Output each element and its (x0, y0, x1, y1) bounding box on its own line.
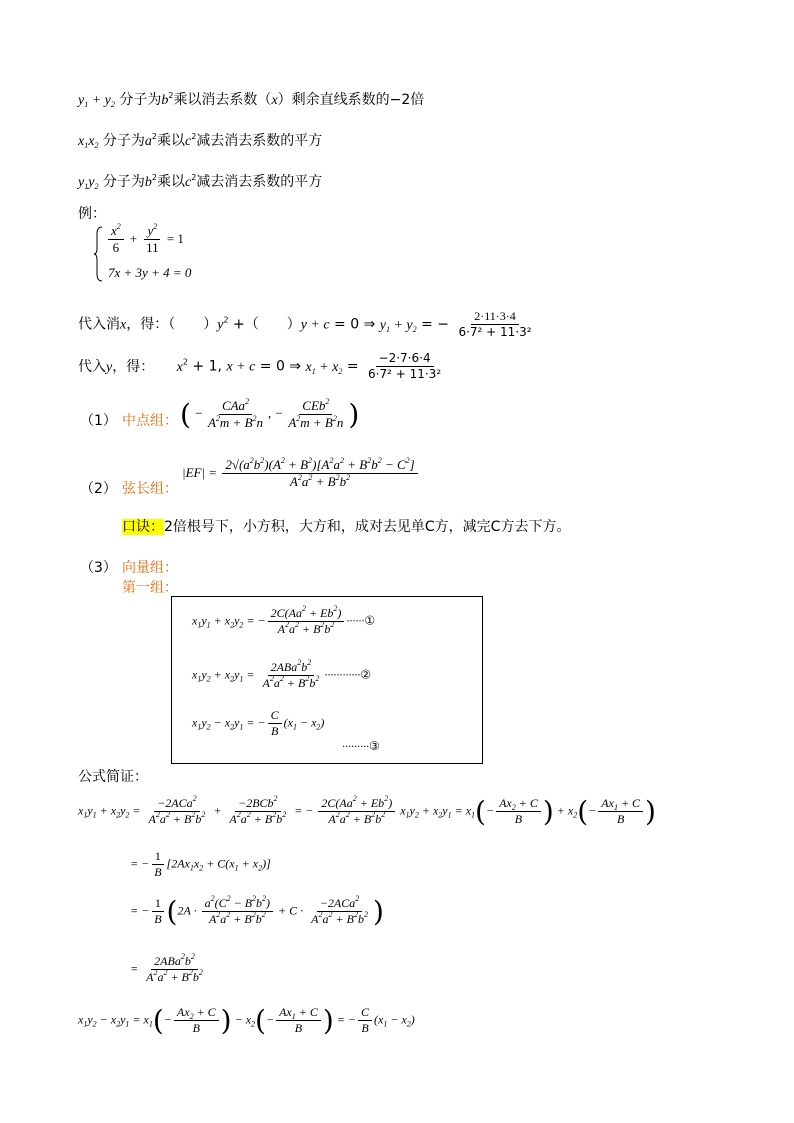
rule-3-text: 分子为$b^2$乘以$c^2$减去消去系数的平方 (102, 173, 323, 190)
rule-2: $x_1x_2$ 分子为$a^2$乘以$c^2$减去消去系数的平方 (78, 132, 323, 150)
mark-1: ① (364, 613, 376, 628)
mark-2: ② (360, 667, 372, 682)
chord-length-formula: |EF| = $\frac{2√(a^2b^2)(A^2 + B^2)[A^2a^2 + B^2b^2 - C^2]}{A^2a^2 + B^2b^2}$ (182, 458, 420, 490)
mnemonic (122, 516, 570, 536)
rule-1: $y_1 + y_2$ 分子为$b^2$乘以消去系数（x）剩余直线系数的−2倍 (78, 91, 425, 109)
substitute-y: 代入y，得： $x^2 + 1$, x + c = 0 ⇒ $x_1 + x_2$ = $\frac{-2\cdot 7\cdot 6\cdot 4}{\text{6·7² + 11·3²}}$ (78, 352, 446, 381)
box-formula-3: $x_1y_2 - x_2y_1$ = − $\frac{C}{B}$ $(x_1 - x_2)$ (192, 708, 325, 739)
sub-y-den: 6·7² + 11·3² (368, 367, 442, 382)
proof-label: 公式简证： (78, 769, 148, 785)
item-3-number: （3） (80, 560, 117, 576)
proof-line-4: = $\frac{2ABa^2b^2}{A^2a^2 + B^2b^2}$ (130, 952, 203, 985)
item-1-number: （1） (80, 413, 117, 429)
item-3-subtitle: 第一组： (122, 580, 178, 596)
rule-1-text: 分子为$b^2$乘以消去系数（x）剩余直线系数的−2倍 (119, 91, 425, 108)
item-1-title: 中点组： (122, 413, 178, 429)
rule-3: $y_1y_2$ 分子为$b^2$乘以$c^2$减去消去系数的平方 (78, 173, 323, 191)
sub-x-den: 6·7² + 11·3² (458, 325, 532, 340)
left-brace-icon (94, 226, 104, 282)
box-mark-3-line: ·········③ (342, 739, 380, 753)
formula-box (171, 596, 483, 764)
proof-line-5: $x_1y_2 - x_2y_1 = x_1(-$ $\frac{Ax_2 + C}{B}$ ) − $x_2(-$ $\frac{Ax_1 + C}{B}$ ) = − $\frac{C}{B}$ $(x_1 - x_2)$ (78, 1004, 415, 1037)
item-2-title: 弦长组： (122, 481, 178, 497)
proof-line-1: $x_1y_1 + x_2y_2$ = $\frac{-2ACa^2}{A^2a^2 + B^2b^2}$ + $\frac{-2BCb^2}{A^2a^2 + B^2b^2}$ = − $\frac{2C(Aa^2 + Eb^2)}{A^2a^2 + B^2b^2}$ $x_1y_2 + x_2y_1 = x_1(-$ $\frac{Ax_2 + C}{B}$ ) + $x_2(-$ $\frac{Ax_1 + C}{B}$ ) (78, 793, 656, 828)
mnemonic-label: 口诀： (122, 519, 164, 535)
item-2-number: （2） (80, 481, 117, 497)
box-formula-1: $x_1y_1 + x_2y_2$ = − $\frac{2C(Aa^2 + Eb^2)}{A^2a^2 + B^2b^2}$ ······① (192, 604, 376, 637)
item-3-title: 向量组： (122, 560, 178, 576)
midpoint-formula: ( − $\frac{CAa^2}{A^2m + B^2n}$ , − $\frac{CEb^2}{A^2m + B^2n}$ ) (180, 396, 360, 431)
mark-3: ③ (369, 739, 380, 753)
substitute-x: 代入消x，得：（ ）$y^2$ +（ ）y + c = 0 ⇒ $y_1 + y_2$ = − $\frac{2\cdot 11\cdot 3\cdot 4}{\text{6·7² + 11·3²}}$ (78, 310, 537, 339)
box-formula-2: $x_1y_2 + x_2y_1$ = $\frac{2ABa^2b^2}{A^2a^2 + B^2b^2}$ ············② (192, 658, 372, 691)
proof-line-3: = − $\frac{1}{B}$ (2A · $\frac{a^2(C^2 - B^2b^2)}{A^2a^2 + B^2b^2}$ + C · $\frac{-2ACa^2}{A^2a^2 + B^2b^2}$ ) (130, 893, 384, 928)
example-label: 例： (78, 206, 106, 222)
mnemonic-text: 2倍根号下，小方积，大方和，成对去见单C方，减完C方去下方。 (164, 519, 571, 535)
sub-y-num: −2·7·6·4 (376, 352, 434, 367)
equation-line: 7x + 3y + 4 = 0 (108, 265, 192, 280)
rule-2-text: 分子为$a^2$乘以$c^2$减去消去系数的平方 (102, 132, 323, 149)
proof-line-2: = − $\frac{1}{B}$ $[2Ax_1x_2 + C(x_1 + x_2)]$ (130, 849, 271, 880)
sub-x-num: 2·11·3·4 (471, 310, 519, 325)
